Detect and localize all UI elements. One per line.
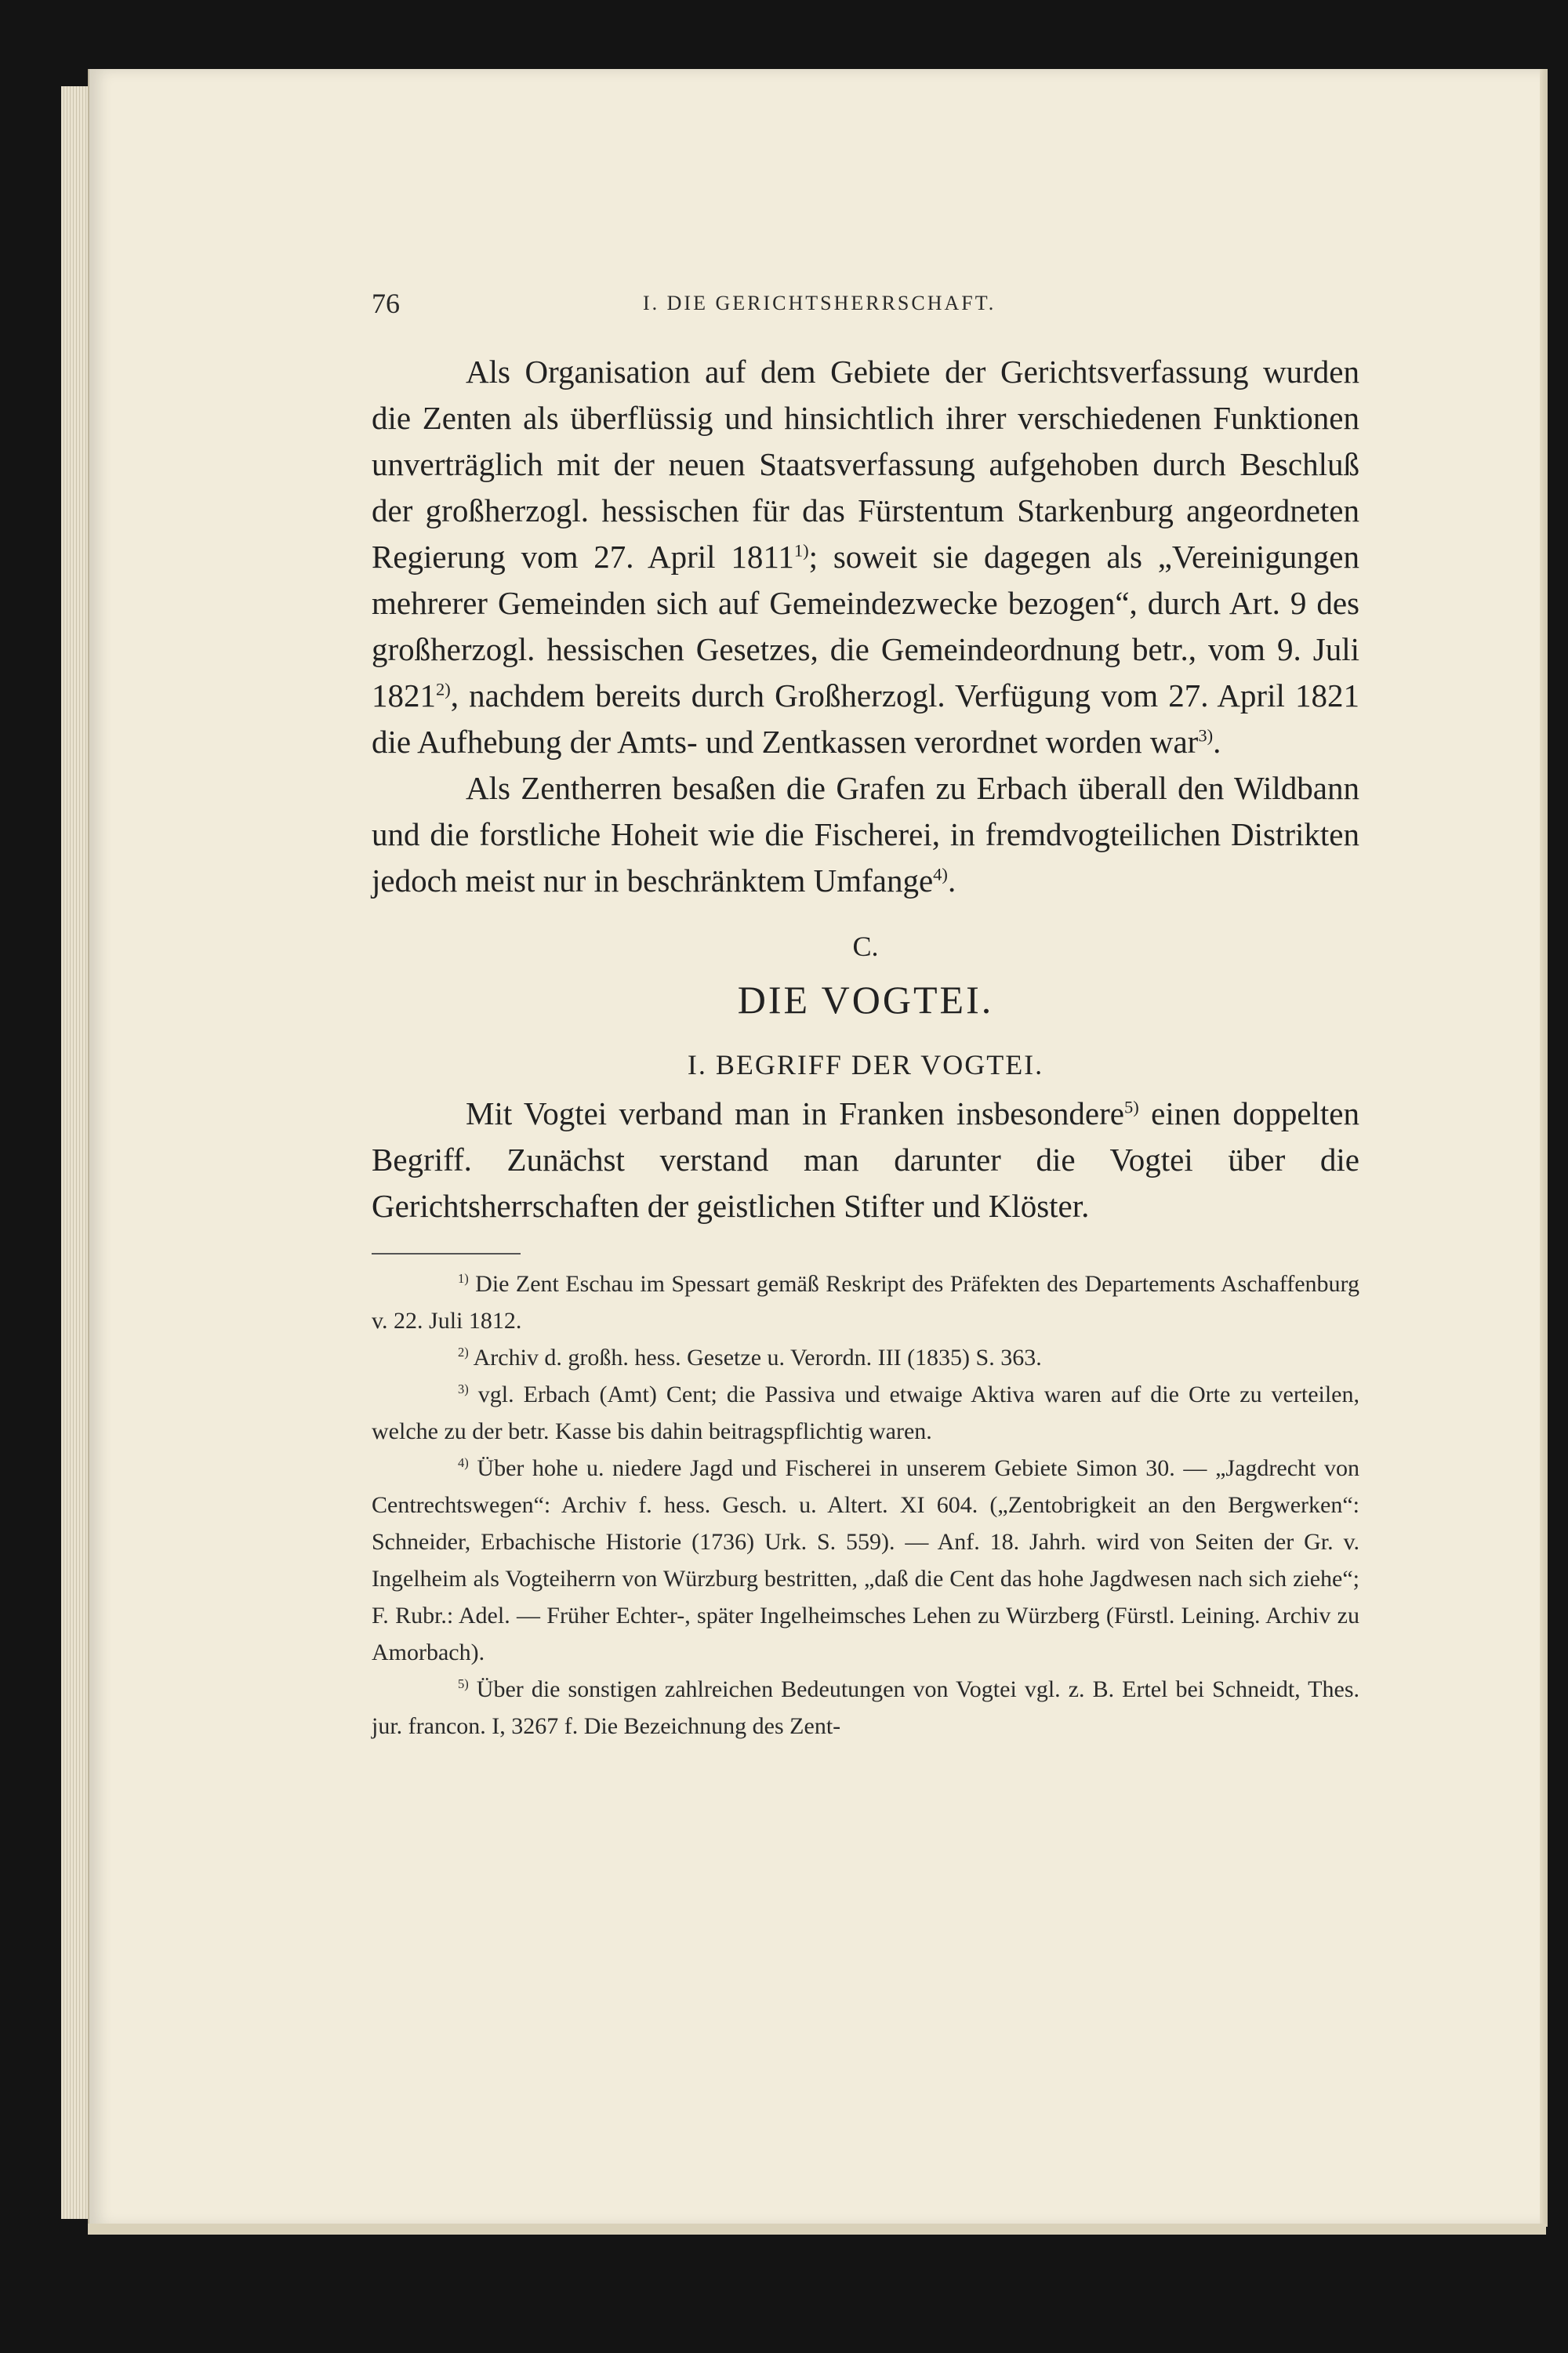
footnote-ref-5: 5) [1123, 1097, 1139, 1117]
page-bottom-edge [88, 2224, 1546, 2235]
footnote-4: $^{4)}$ Über hohe u. niedere Jagd und Fischerei in unserem Gebiete Simon 30. — „Jagdrecht von Centrechtswegen“: Archiv f. hess. Gesch. u. Altert. XI 604. („Zentobrigkeit an den Bergwerken“: Schneider, Erbachische Historie (1736) Urk. S. 559). — Anf. 18. Jahrh. wird von Seiten der Gr. v. Ingelheim als Vogteiherrn von Würzburg bestritten, „daß die Cent das hohe Jagdwesen nach sich ziehe“; F. Rubr.: Adel. — Früher Echter-, später Ingelheimsches Lehen zu Würzberg (Fürstl. Leining. Archiv zu Amorbach). [372, 1455, 1360, 1665]
paragraph-zenten: Als Organisation auf dem Gebiete der Gerichtsverfassung wurden die Zenten als überflüssig und hinsichtlich ihrer verschiedenen Funktionen unverträglich mit der neuen Staatsverfassung aufgehoben durch Beschluß der großherzogl. hessischen für das Fürstentum Starkenburg angeordneten Regierung vom 27. April 1811$^{1)}$; soweit sie dagegen als „Vereinigungen mehrerer Gemeinden sich auf Gemeindezwecke bezogen“, durch Art. 9 des großherzogl. hessischen Gesetzes, die Gemeindeordnung betr., vom 9. Juli 1821$^{2)}$, nachdem bereits durch Großherzogl. Verfügung vom 27. April 1821 die Aufhebung der Amts- und Zentkassen verordnet worden war$^{3)}$. [372, 354, 1359, 760]
running-title: I. DIE GERICHTSHERRSCHAFT. [643, 292, 996, 314]
footnote-ref-1: 1) [793, 540, 809, 561]
paragraph-vogtei: Mit Vogtei verband man in Franken insbesondere$^{5)}$ einen doppelten Begriff. Zunächst verstand man darunter die Vogtei über die Gerichtsherrschaften der geistlichen Stifter und Klöster. [372, 1095, 1359, 1224]
footnote-ref-4: 4) [933, 864, 948, 884]
footnote-ref-2: 2) [436, 679, 451, 699]
page-edge [1540, 69, 1548, 2227]
footnote-3: $^{3)}$ vgl. Erbach (Amt) Cent; die Passiva und etwaige Aktiva waren auf die Orte zu verteilen, welche zu der betr. Kasse bis dahin beitragspflichtig waren. [372, 1382, 1360, 1444]
running-head [372, 287, 1359, 326]
paragraph-zentherren: Als Zentherren besaßen die Grafen zu Erbach überall den Wildbann und die forstliche Hoheit wie die Fischerei, in fremdvogteilichen Distrikten jedoch meist nur in beschränktem Umfange$^{4)}$. [372, 770, 1359, 899]
subsection-title: I. BEGRIFF DER VOGTEI. [687, 1049, 1044, 1080]
footnote-divider [372, 1253, 521, 1255]
main-text [372, 349, 1359, 1745]
footnote-2: $^{2)}$ Archiv d. großh. hess. Gesetze u. Verordn. III (1835) S. 363. [458, 1345, 1042, 1371]
section-title: DIE VOGTEI. [737, 978, 994, 1022]
page-number: 76 [372, 288, 400, 319]
section-letter: C. [852, 931, 879, 962]
footnote-ref-3: 3) [1198, 725, 1214, 746]
footnote-1: $^{1)}$ Die Zent Eschau im Spessart gemäß Reskript des Präfekten des Departements Aschaffenburg v. 22. Juli 1812. [372, 1271, 1360, 1334]
footnote-5: $^{5)}$ Über die sonstigen zahlreichen Bedeutungen von Vogtei vgl. z. B. Ertel bei Schneidt, Thes. jur. francon. I, 3267 f. Die Bezeichnung des Zent- [372, 1676, 1359, 1739]
